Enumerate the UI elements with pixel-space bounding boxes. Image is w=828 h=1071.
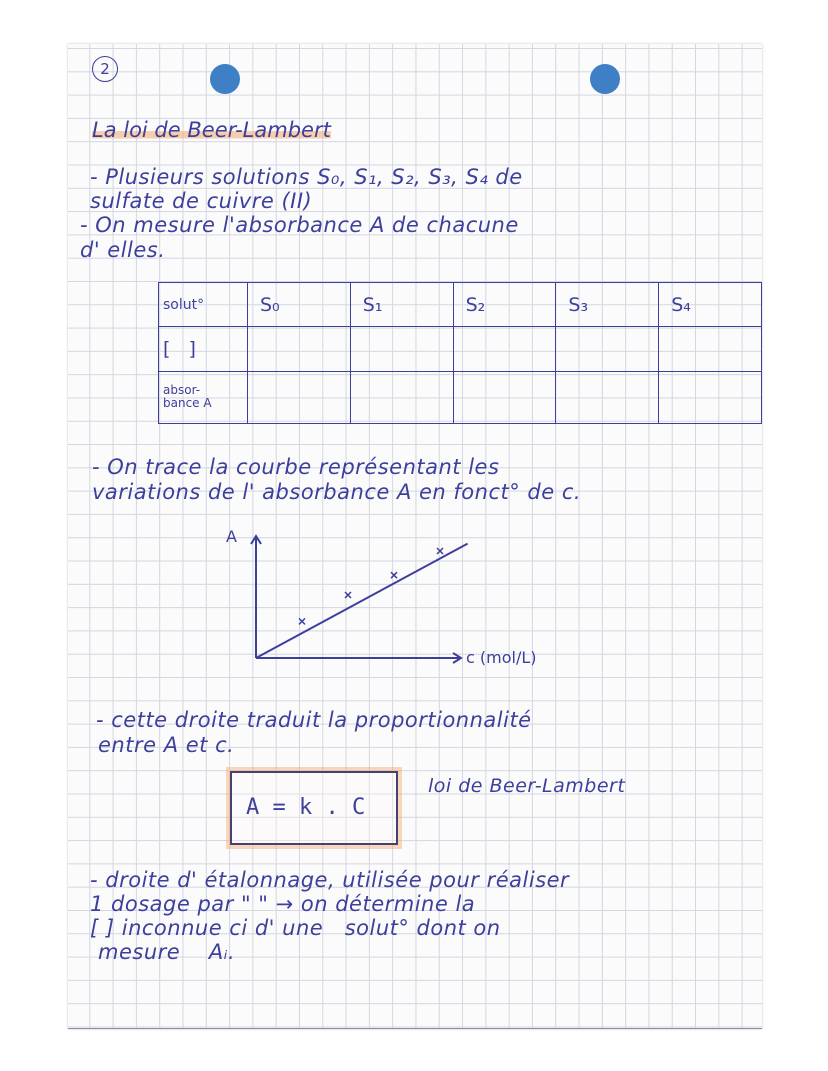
x-axis-label: c (mol/L) bbox=[466, 648, 537, 667]
binder-hole-right bbox=[590, 64, 620, 94]
concentration-label: [ ] bbox=[159, 327, 248, 371]
table-cell bbox=[556, 371, 659, 423]
etalonnage-line-2: 1 dosage par " " → on détermine la bbox=[90, 892, 476, 916]
formula-caption: loi de Beer-Lambert bbox=[428, 775, 626, 797]
etalonnage-line-1: - droite d' étalonnage, utilisée pour réaliser bbox=[90, 868, 570, 892]
data-point-3 bbox=[391, 572, 397, 578]
data-point-4 bbox=[437, 548, 443, 554]
absorbance-label-line-1: absor- bbox=[163, 383, 201, 398]
table-cell bbox=[659, 327, 762, 371]
table-cell bbox=[350, 327, 453, 371]
header-s2: S₂ bbox=[453, 283, 556, 327]
table-cell bbox=[453, 371, 556, 423]
page-title: La loi de Beer-Lambert bbox=[92, 118, 331, 142]
header-solution: solut° bbox=[159, 283, 248, 327]
calibration-line bbox=[256, 544, 468, 658]
intro-line-2: sulfate de cuivre (II) bbox=[90, 189, 313, 213]
table-cell bbox=[659, 371, 762, 423]
header-s3: S₃ bbox=[556, 283, 659, 327]
table-cell bbox=[248, 371, 351, 423]
table-row-absorbance bbox=[159, 371, 762, 423]
droite-line-2: entre A et c. bbox=[98, 733, 235, 757]
table-cell bbox=[556, 327, 659, 371]
table-row-concentration bbox=[159, 327, 762, 371]
intro-line-1: - Plusieurs solutions S₀, S₁, S₂, S₃, S₄ de bbox=[90, 165, 523, 189]
graph-intro-line-1: - On trace la courbe représentant les bbox=[92, 455, 500, 479]
header-s4: S₄ bbox=[659, 283, 762, 327]
table-cell bbox=[453, 327, 556, 371]
etalonnage-line-3: [ ] inconnue ci d' une solut° dont on bbox=[90, 916, 501, 940]
data-point-2 bbox=[345, 592, 351, 598]
header-s0: S₀ bbox=[248, 283, 351, 327]
measurement-table bbox=[158, 282, 762, 424]
intro-line-4: d' elles. bbox=[80, 238, 166, 262]
beer-lambert-formula: A = k . C bbox=[246, 795, 366, 820]
absorbance-label-line-2: bance A bbox=[163, 396, 212, 411]
table-row-header bbox=[159, 283, 762, 327]
data-point-1 bbox=[299, 618, 305, 624]
page-number: 2 bbox=[92, 56, 118, 82]
absorbance-label bbox=[159, 371, 248, 423]
graph-intro-line-2: variations de l' absorbance A en fonct° de c. bbox=[92, 480, 582, 504]
binder-hole-left bbox=[210, 64, 240, 94]
y-axis-label: A bbox=[226, 527, 237, 546]
etalonnage-line-4: mesure Aᵢ. bbox=[98, 940, 236, 964]
table-cell bbox=[350, 371, 453, 423]
header-s1: S₁ bbox=[350, 283, 453, 327]
intro-line-3: - On mesure l'absorbance A de chacune bbox=[80, 213, 519, 237]
table-cell bbox=[248, 327, 351, 371]
calibration-graph bbox=[220, 520, 620, 680]
droite-line-1: - cette droite traduit la proportionnalité bbox=[96, 708, 532, 732]
